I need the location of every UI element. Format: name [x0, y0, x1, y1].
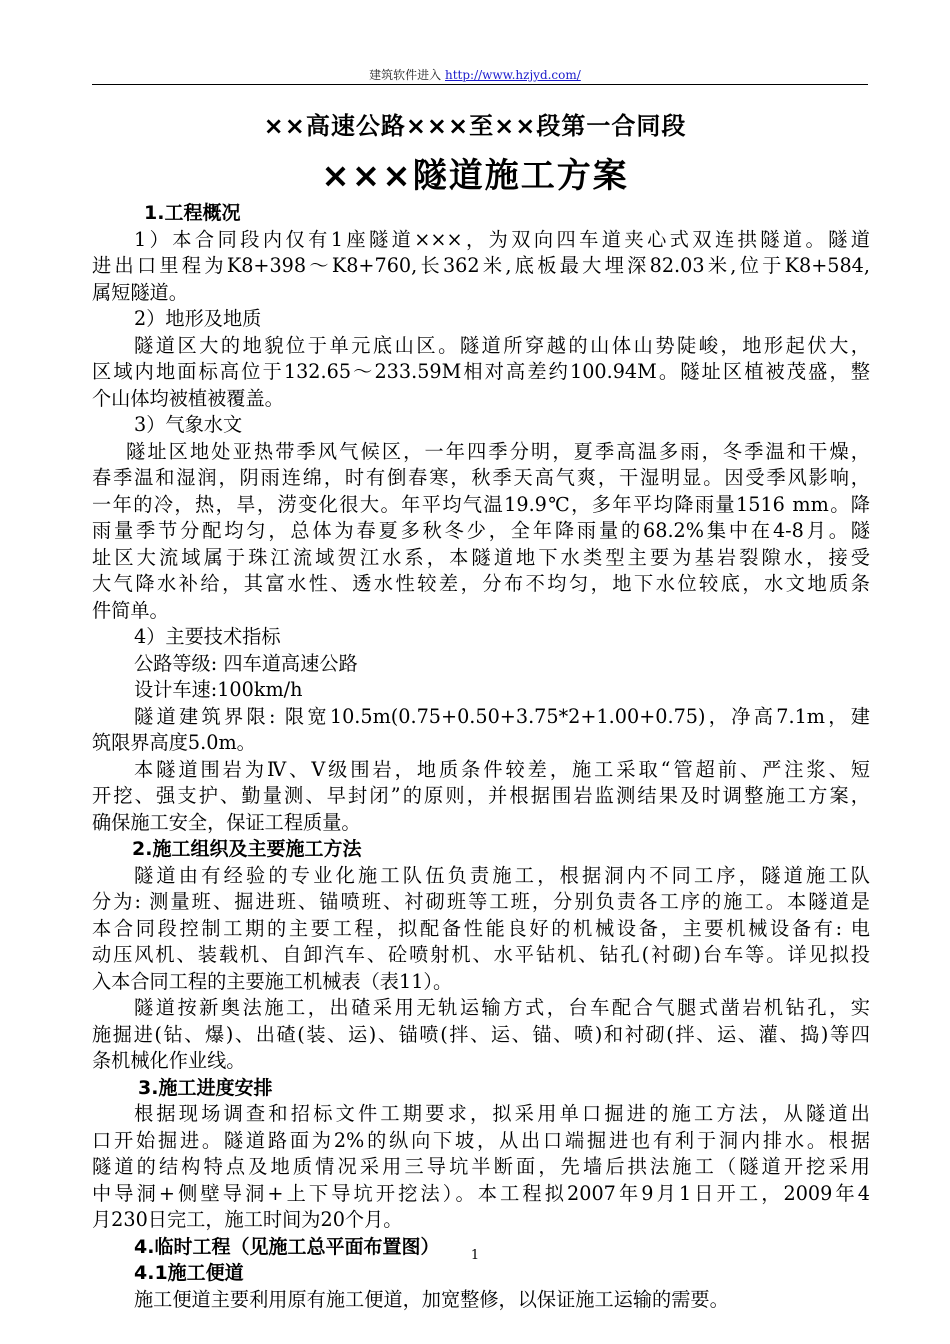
paragraph-line: 条机械化作业线。 [92, 1049, 246, 1072]
paragraph-line: 一年的冷，热，旱，涝变化很大。年平均气温19.9℃，多年平均降雨量1516 mm。降 [92, 492, 870, 516]
paragraph-line: 个山体均被植被覆盖。 [92, 386, 284, 410]
paragraph-line: 本隧道围岩为Ⅳ、Ⅴ级围岩，地质条件较差，施工采取“管超前、严注浆、短 [134, 757, 870, 781]
page-header [0, 66, 950, 83]
document-subtitle: ××高速公路×××至××段第一合同段 [263, 112, 687, 140]
paragraph-line: 大气降水补给，其富水性、透水性较差，分布不均匀，地下水位较底，水文地质条 [92, 572, 870, 595]
paragraph-line: 3）气象水文 [134, 413, 243, 436]
paragraph-line: 入本合同工程的主要施工机械表（表11）。 [92, 969, 453, 993]
paragraph-line: 分为: 测量班、掘进班、锚喷班、衬砌班等工班，分别负责各工序的施工。本隧道是 [92, 890, 870, 913]
section-heading: 4.1施工便道 [134, 1262, 244, 1284]
section-heading: 4.临时工程（见施工总平面布置图） [134, 1235, 440, 1258]
paragraph-line: 筑限界高度5.0m。 [92, 731, 256, 754]
document-title: ×××隧道施工方案 [321, 156, 629, 196]
paragraph-line: 区域内地面标高位于132.65～233.59M相对高差约100.94M。隧址区植被茂盛，整 [92, 360, 870, 383]
paragraph-line: 1）本合同段内仅有1座隧道×××，为双向四车道夹心式双连拱隧道。隧道 [134, 227, 870, 251]
paragraph-line: 隧道区大的地貌位于单元底山区。隧道所穿越的山体山势陡峻，地形起伏大， [134, 333, 870, 357]
paragraph-line: 隧道按新奥法施工，出碴采用无轨运输方式，台车配合气腿式凿岩机钻孔，实 [134, 996, 870, 1019]
paragraph-line: 址区大流域属于珠江流域贺江水系，本隧道地下水类型主要为基岩裂隙水，接受 [92, 545, 870, 569]
header-link[interactable]: http://www.hzjyd.com/ [445, 68, 581, 82]
page-number: 1 [470, 1248, 480, 1263]
paragraph-line: 进出口里程为K8+398～K8+760,长362米,底板最大埋深82.03米,位于K8+584, [92, 254, 870, 277]
paragraph-line: 根据现场调查和招标文件工期要求，拟采用单口掘进的施工方法，从隧道出 [134, 1102, 870, 1125]
paragraph-line: 本合同段控制工期的主要工程，拟配备性能良好的机械设备，主要机械设备有: 电 [92, 916, 870, 940]
paragraph-line: 属短隧道。 [92, 280, 188, 304]
paragraph-line: 动压风机、装载机、自卸汽车、砼喷射机、水平钻机、钻孔(衬砌)台车等。详见拟投 [92, 943, 870, 966]
paragraph-line: 施掘进(钻、爆)、出碴(装、运)、锚喷(拌、运、锚、喷)和衬砌(拌、运、灌、捣)等四 [92, 1022, 870, 1046]
header-divider [92, 84, 868, 85]
paragraph-line: 中导洞+侧壁导洞+上下导坑开挖法）。本工程拟2007年9月1日开工，2009年4 [92, 1181, 870, 1205]
paragraph-line: 月230日完工，施工时间为20个月。 [92, 1208, 403, 1231]
paragraph-line: 隧址区地处亚热带季风气候区，一年四季分明，夏季高温多雨，冬季温和干燥， [126, 439, 870, 463]
paragraph-line: 口开始掘进。隧道路面为2%的纵向下坡，从出口端掘进也有利于洞内排水。根据 [92, 1128, 870, 1152]
paragraph-line: 确保施工安全，保证工程质量。 [92, 810, 361, 834]
paragraph-line: 雨量季节分配均匀，总体为春夏多秋冬少，全年降雨量的68.2%集中在4-8月。隧 [92, 519, 870, 542]
paragraph-line: 春季温和湿润，阴雨连绵，时有倒春寒，秋季天高气爽，干湿明显。因受季风影响， [92, 466, 870, 489]
paragraph-line: 件简单。 [92, 598, 169, 622]
section-heading: 1.工程概况 [144, 202, 241, 224]
section-heading: 2.施工组织及主要施工方法 [132, 838, 362, 860]
paragraph-line: 公路等级: 四车道高速公路 [134, 651, 358, 675]
paragraph-line: 隧道的结构特点及地质情况采用三导坑半断面，先墙后拱法施工（隧道开挖采用 [92, 1155, 870, 1178]
paragraph-line: 施工便道主要利用原有施工便道，加宽整修，以保证施工运输的需要。 [134, 1287, 729, 1311]
paragraph-line: 2）地形及地质 [134, 307, 262, 330]
header-text: 建筑软件进入 [369, 68, 445, 82]
paragraph-line: 4）主要技术指标 [134, 625, 281, 648]
paragraph-line: 隧道建筑界限: 限宽10.5m(0.75+0.50+3.75*2+1.00+0.75)，净高7.1m，建 [134, 704, 870, 728]
document-body [92, 200, 870, 1313]
paragraph-line: 设计车速:100km/h [134, 678, 303, 701]
paragraph-line: 开挖、强支护、勤量测、早封闭”的原则，并根据围岩监测结果及时调整施工方案， [92, 784, 870, 807]
paragraph-line: 隧道由有经验的专业化施工队伍负责施工，根据洞内不同工序，隧道施工队 [134, 863, 870, 887]
section-heading: 3.施工进度安排 [138, 1076, 273, 1099]
